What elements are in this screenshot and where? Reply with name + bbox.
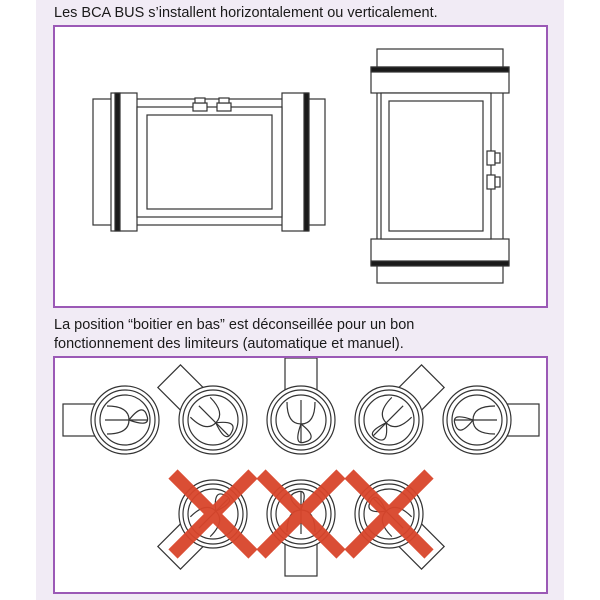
installation-figure-panel	[53, 25, 548, 308]
caption-warning-line2: fonctionnement des limiteurs (automatique et manuel).	[54, 336, 404, 352]
horizontal-damper-drawing	[93, 93, 325, 231]
orientation-figure	[55, 358, 546, 592]
caption-installation: Les BCA BUS s’installent horizontalement ou verticalement.	[54, 5, 438, 21]
installation-figure	[55, 27, 546, 306]
damper-orientation-upper-left	[145, 358, 261, 468]
caption-warning-line1: La position “boitier en bas” est déconseillée pour un bon	[54, 317, 415, 333]
vertical-damper-drawing	[371, 49, 509, 283]
orientation-figure-panel	[53, 356, 548, 594]
damper-orientation-left	[63, 386, 159, 454]
damper-orientation-right	[443, 386, 539, 454]
damper-orientation-up	[267, 358, 335, 454]
damper-orientation-upper-right	[341, 358, 457, 468]
